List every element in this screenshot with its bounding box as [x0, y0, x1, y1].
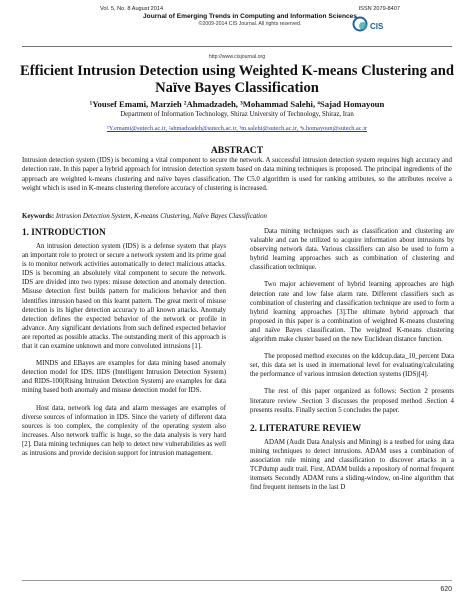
footer-divider: [22, 580, 452, 581]
intro-paragraph: An intrusion detection system (IDS) is a defense system that plays an important role to protect or secure a network system and its prime goal is to monitor network activities automatically to detect malicious attacks. IDS is becoming an absolutely vital component to secure the network. IDS are divided into two types: misuse detection and anomaly detection. Misuse detection first builds pattern for malicious behavior and then identifies intrusion based on this learnt pattern. The great merit of misuse detection is its higher detection accuracy to all known attacks. Anomaly detection defines the expected behavior of the network or profile in advance. Any significant deviations from such defined expected behavior are reported as possible attacks. The outstanding merit of this approach is that it can examine unknown and more convoluted intrusions [1].: [22, 243, 226, 351]
intro-paragraph: MINDS and EBayes are examples for data mining based anomaly detection model for IDS. IIDS (Intelligent Intrusion Detection System) and RIDS-100(Rising Intrusion Detection System) are examples for data mining based both anomaly and misuse detection model for IDS.: [22, 360, 226, 395]
logo-text: CIS: [370, 22, 384, 31]
abstract-text: Intrusion detection system (IDS) is becoming a vital component to secure the network. A successful intrusion detection system requires high accuracy and detection rate. In this paper a hybrid approach for intrusion detection system based on data mining techniques is proposed. The principal ingredients of the approach are weighted k-means clustering and naïve bayes classification. The C5.0 algorithm is used for ranking attributes, so the attributes receive a weight which is used in K-means clustering therefore accuracy of clustering is increased.: [22, 157, 452, 193]
journal-name: Journal of Emerging Trends in Computing and Information Sciences: [143, 13, 357, 20]
header-divider: [22, 46, 452, 47]
keywords-list: Intrusion Detection System, K-means Clustering, Naïve Bayes Classification: [55, 213, 267, 220]
paper-authors: ¹Yousef Emami, Marzieh ²Ahmadzadeh, ³Mohammad Salehi, ⁴Sajad Homayoun: [89, 99, 385, 109]
journal-url[interactable]: http://www.cisjournal.org: [208, 54, 266, 60]
volume-info: Vol. 5, No. 8 August 2014: [100, 6, 164, 12]
abstract-heading: ABSTRACT: [210, 145, 264, 156]
paper-title: Efficient Intrusion Detection using Weighted K-means Clustering and Naïve Bayes Classification: [20, 63, 454, 96]
left-column: [22, 227, 226, 466]
journal-copyright: ©2009-2014 CIS Journal. All rights reserved.: [198, 21, 302, 27]
journal-logo: [352, 15, 386, 37]
author-affiliation: Department of Information Technology, Shiraz University of Technology, Shiraz, Iran: [120, 111, 354, 118]
author-emails[interactable]: ¹Y.emami@sutech.ac.ir, ²ahmadzadeh@sutech.ac.ir, ³m.salehi@sutech.ac.ir, ⁴s.homayoun@sutech.ac.ir: [106, 125, 368, 132]
intro-paragraph: Data mining techniques such as classification and clustering are valuable and can be utilized to acquire information about intrusions by observing network data. Various classifiers can also be used to form a hybrid learning approaches such as combination of clustering and classification technique.: [250, 228, 454, 272]
intro-paragraph: Host data, network log data and alarm messages are examples of diverse sources of information in IDS. Since the variety of different data sources is too complex, the complexity of the operating system also increases. Also network traffic is huge, so the data analysis is very hard [2]. Data mining techniques can help to detect new vulnerabilities as well as intrusions and provide decision support for intrusion management.: [22, 404, 226, 457]
intro-paragraph: The proposed method executes on the kddcup.data_10_percent Data set, this data set is used in international level for evaluating/calculating the performance of various intrusion detection systems (IDS)[4].: [250, 353, 454, 379]
section-heading-literature-review: 2. LITERATURE REVIEW: [250, 423, 362, 434]
section-heading-introduction: 1. INTRODUCTION: [22, 228, 106, 238]
issn-info: ISSN 2079-8407: [358, 6, 400, 12]
intro-paragraph: Two major achievement of hybrid learning approaches are high detection rate and low false alarm rate. Different classifiers such as combination of clustering and classification technique are used to form a hybrid learning approaches [3].The ultimate hybrid approach that proposed in this paper is a combination of weighted K-means clustering and naïve Bayes classification. The weighted K-means clustering algorithm make cluster based on the new Euclidean distance function.: [250, 281, 454, 344]
right-column: [250, 227, 454, 494]
page-number: 620: [440, 586, 452, 593]
keywords-label: Keywords:: [22, 213, 55, 220]
intro-paragraph: The rest of this paper organized as follows: Section 2 presents literature review .Section 3 discusses the proposed method .Section 4 presents results. Finally section 5 concludes the paper.: [250, 388, 454, 414]
volume-issn-line: [100, 6, 400, 13]
keywords-line: [22, 212, 452, 221]
literature-review-paragraph: ADAM (Audit Data Analysis and Mining) is a testbed for using data mining techniques to detect intrusions. ADAM uses a combination of association rule mining and classification to discover attacks in a TCPdump audit trail. First, ADAM builds a repository of normal frequent itemsets Secondly ADAM runs a sliding-window, on-line algorithm that find frequent itemsets in the last D: [250, 438, 454, 492]
